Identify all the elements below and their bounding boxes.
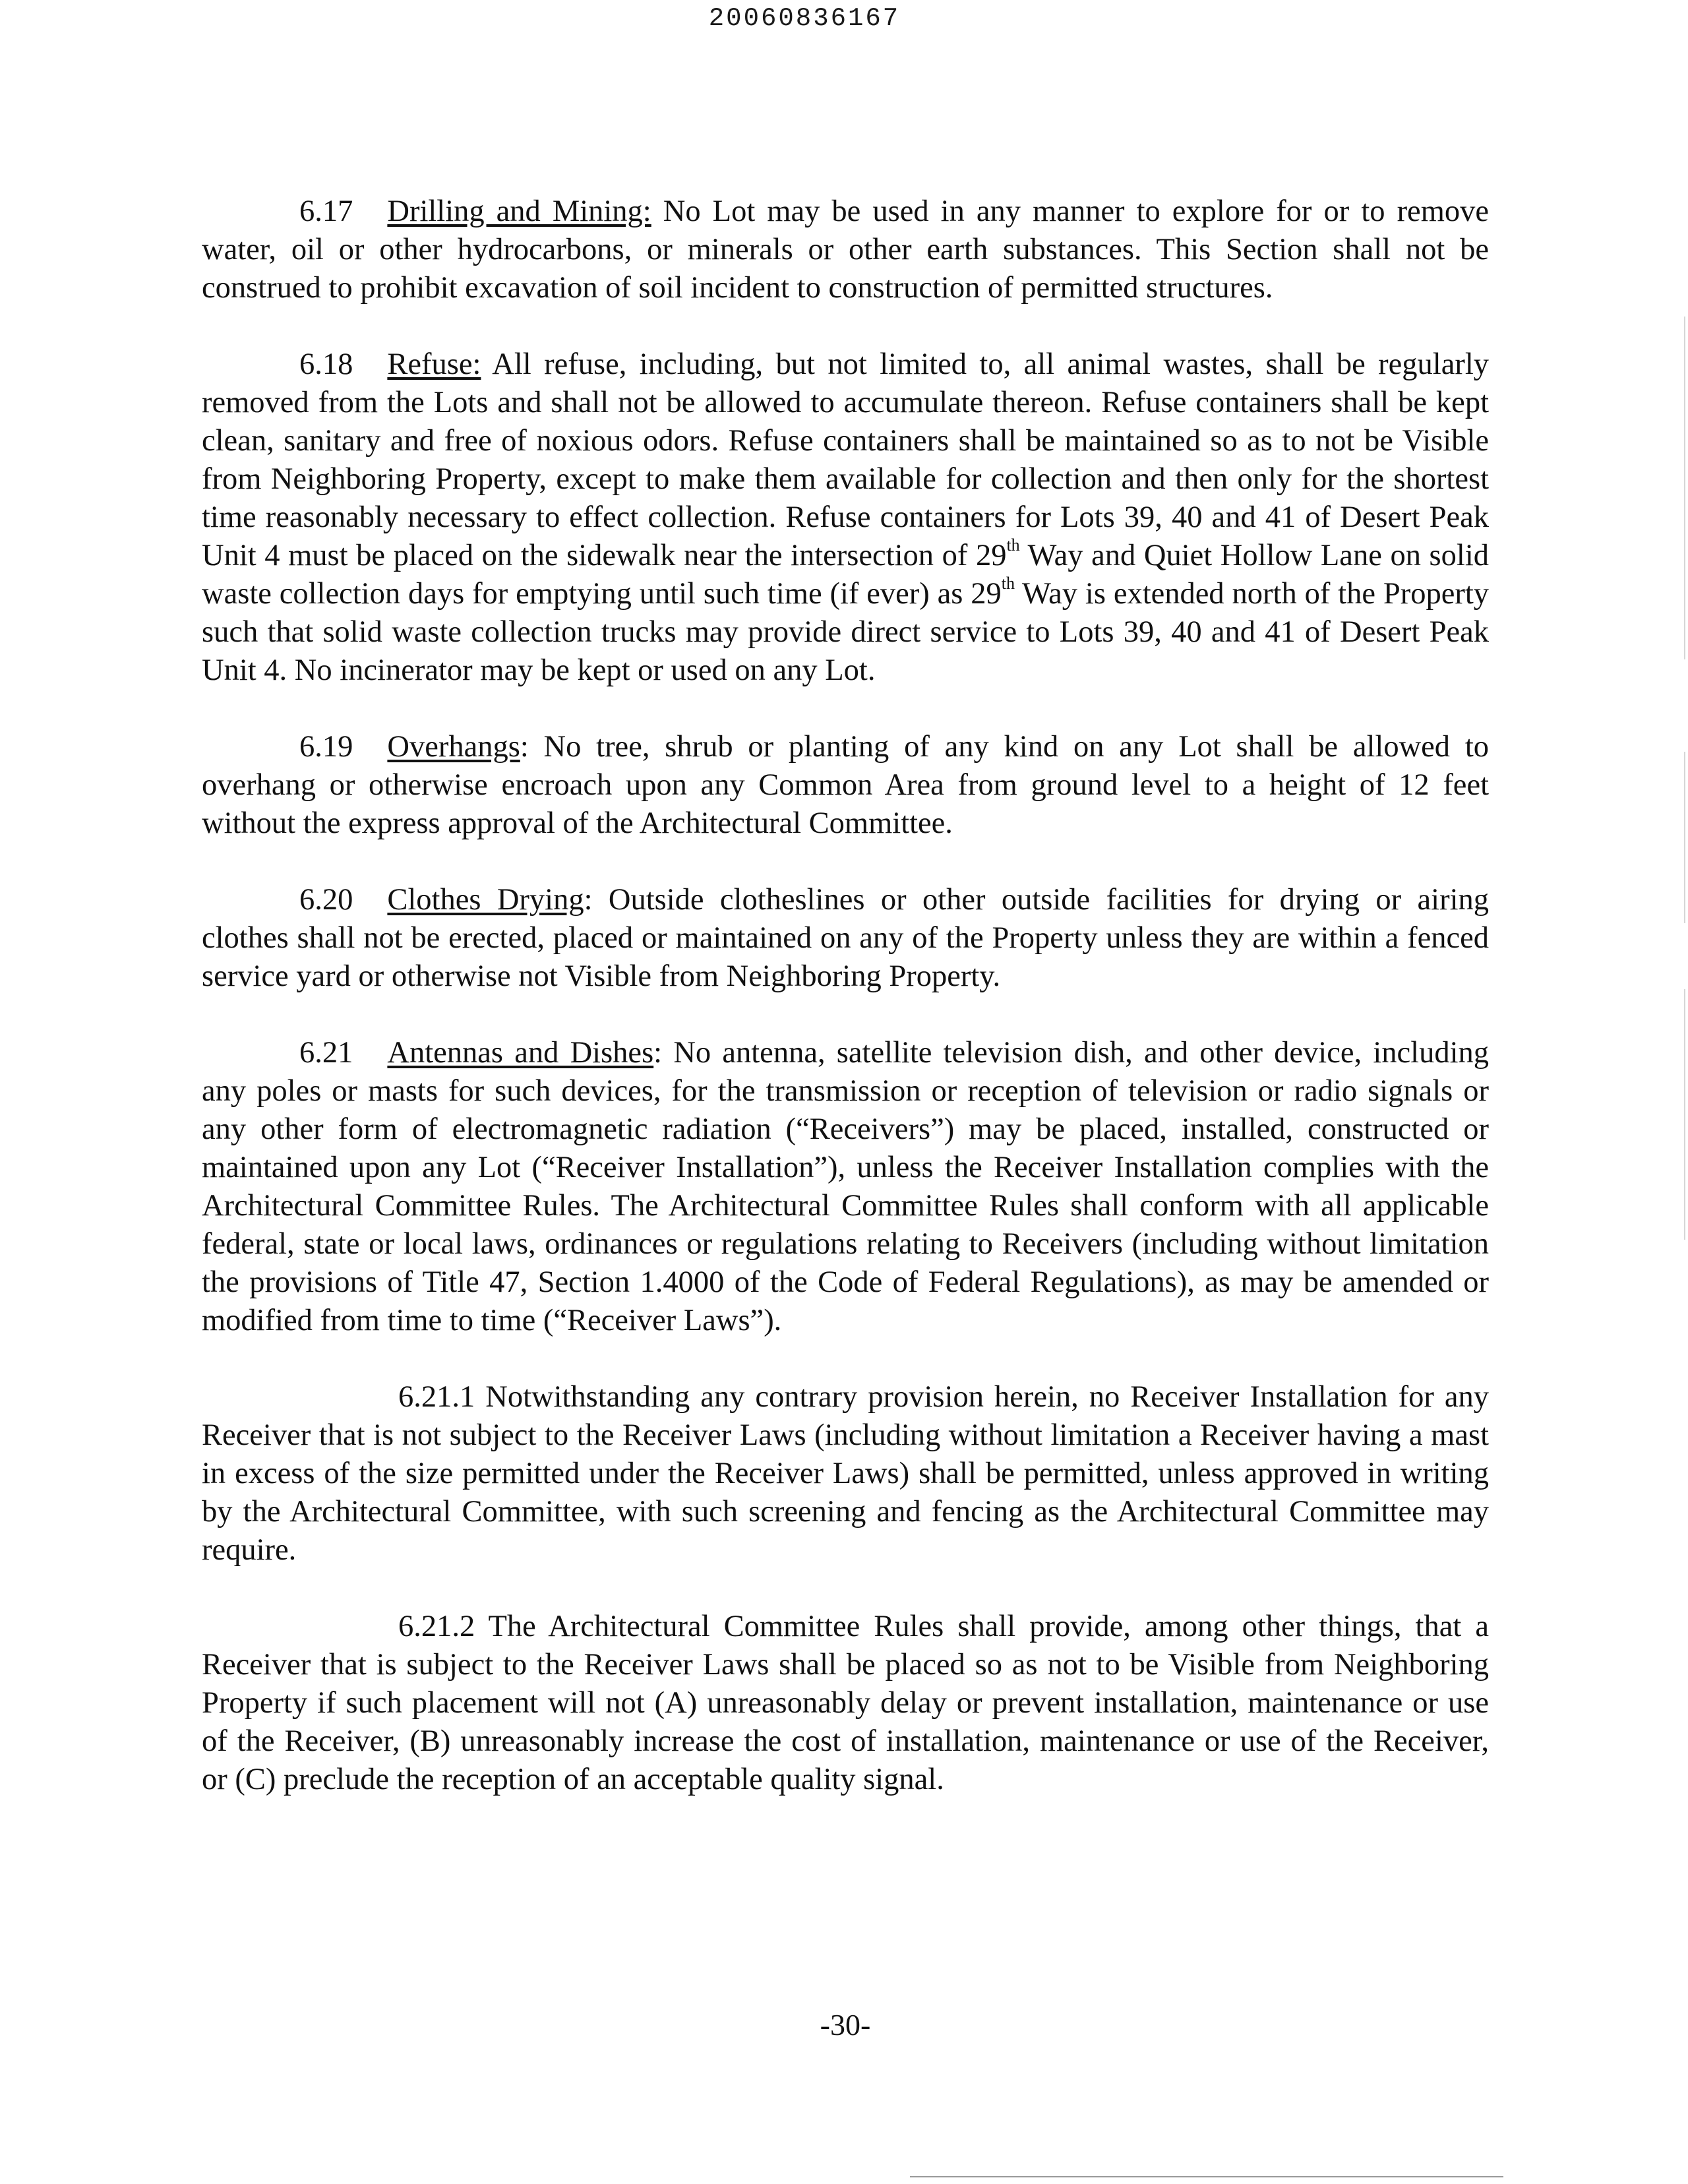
- section-number: 6.19: [299, 730, 353, 764]
- section-6-21: [202, 1034, 1489, 1340]
- section-number: 6.17: [299, 195, 353, 228]
- section-heading: Overhangs: [387, 730, 520, 764]
- scan-edge-line: [1684, 989, 1685, 1240]
- document-number: 20060836167: [708, 4, 901, 33]
- ordinal-suffix: th: [1001, 573, 1015, 593]
- section-number: 6.21.1: [398, 1380, 475, 1414]
- section-text: : No tree, shrub or planting of any kind on any Lot shall be allowed to overhang or otherwise encroach upon any Common Area from ground level to a height of 12 feet without the express approval of the Architectural Committee.: [202, 730, 1489, 840]
- section-6-21-2: [202, 1608, 1489, 1799]
- section-heading: Refuse:: [387, 348, 481, 381]
- section-6-19: [202, 728, 1489, 843]
- ordinal-suffix: th: [1006, 535, 1020, 555]
- section-6-17: [202, 193, 1489, 307]
- section-text: All refuse, including, but not limited to, all animal wastes, shall be regularly removed from the Lots and shall not be allowed to accumulate thereon. Refuse containers shall be kept clean, sanitary and free of noxious odors. Refuse containers shall be maintained so as to not be Visible from Neighboring Property, except to make them available for collection and then only for the shortest time reasonably necessary to effect collection. Refuse containers for Lots 39, 40 and 41 of Desert Peak Unit 4 must be placed on the sidewalk near the intersection of 29: [202, 348, 1489, 572]
- section-heading: Antennas and Dishes: [387, 1036, 654, 1070]
- section-6-21-1: [202, 1378, 1489, 1569]
- section-6-18: [202, 346, 1489, 690]
- section-6-20: [202, 881, 1489, 996]
- scan-bottom-line: [910, 2176, 1503, 2177]
- scan-edge-line: [1684, 752, 1685, 923]
- section-text: No Lot may be used in any manner to explore for or to remove water, oil or other hydrocarbons, or minerals or other earth substances. This Section shall not be construed to prohibit excavation of soil incident to construction of permitted structures.: [202, 195, 1490, 305]
- section-text: Way is extended north of the Property such that solid waste collection trucks may provide direct service to Lots 39, 40 and 41 of Desert Peak Unit 4. No incinerator may be kept or used on any Lot.: [202, 577, 1489, 687]
- section-text: Notwithstanding any contrary provision herein, no Receiver Installation for any Receiver that is not subject to the Receiver Laws (including without limitation a Receiver having a mast in excess of the size permitted under the Receiver Laws) shall be permitted, unless approved in writing by the Architectural Committee, with such screening and fencing as the Architectural Committee may require.: [202, 1380, 1490, 1567]
- section-text: : No antenna, satellite television dish, and other device, including any poles or masts for such devices, for the transmission or reception of television or radio signals or any other form of electromagnetic radiation (“Receivers”) may be placed, installed, constructed or maintained upon any Lot (“Receiver Installation”), unless the Receiver Installation complies with the Architectural Committee Rules. The Architectural Committee Rules shall conform with all applicable federal, state or local laws, ordinances or regulations relating to Receivers (including without limitation the provisions of Title 47, Section 1.4000 of the Code of Federal Regulations), as may be amended or modified from time to time (“Receiver Laws”).: [202, 1036, 1489, 1337]
- page-number: -30-: [820, 2008, 871, 2042]
- section-number: 6.21.2: [398, 1610, 475, 1643]
- section-number: 6.20: [299, 883, 353, 917]
- section-heading: Drilling and Mining:: [387, 195, 651, 228]
- section-number: 6.18: [299, 348, 353, 381]
- document-body: [202, 193, 1489, 1837]
- section-text: Way and Quiet Hollow Lane on solid waste collection days for emptying until such time (if ever) as 29: [202, 539, 1489, 611]
- section-heading: Clothes Drying: [387, 883, 584, 917]
- section-text: The Architectural Committee Rules shall provide, among other things, that a Receiver that is subject to the Receiver Laws shall be placed so as not to be Visible from Neighboring Property if such placement will not (A) unreasonably delay or prevent installation, maintenance or use of the Receiver, (B) unreasonably increase the cost of installation, maintenance or use of the Receiver, or (C) preclude the reception of an acceptable quality signal.: [202, 1610, 1489, 1796]
- section-text: : Outside clotheslines or other outside facilities for drying or airing clothes shall not be erected, placed or maintained on any of the Property unless they are within a fenced service yard or otherwise not Visible from Neighboring Property.: [202, 883, 1489, 993]
- section-number: 6.21: [299, 1036, 353, 1070]
- scan-edge-line: [1684, 317, 1685, 659]
